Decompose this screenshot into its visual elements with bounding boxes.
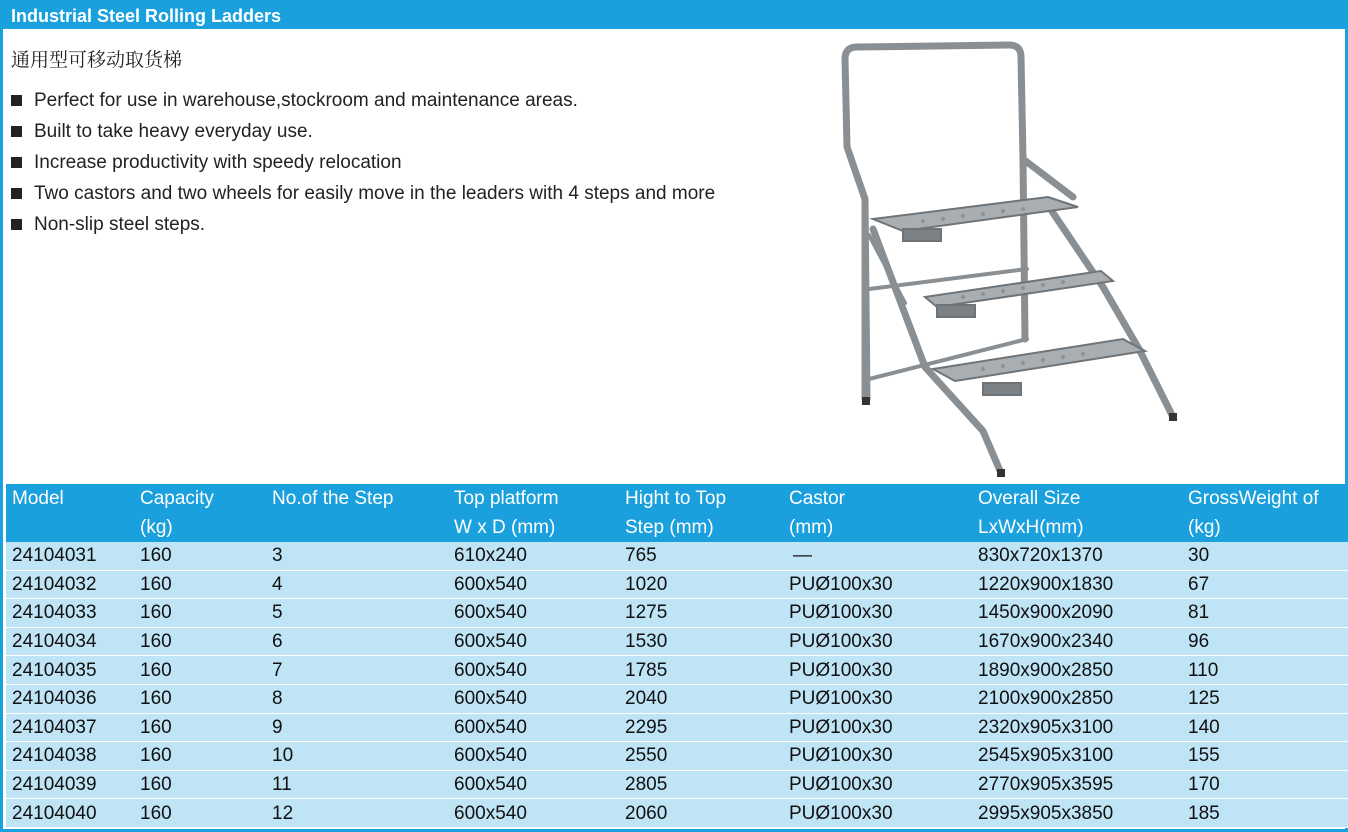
column-header-castor: Castor (mm) xyxy=(783,484,972,542)
table-row: 24104040 160 12 600x540 2060 PUØ100x30 2995x905x3850 185 xyxy=(6,799,1348,828)
table-header-row xyxy=(6,484,1348,542)
table-row: 24104033 160 5 600x540 1275 PUØ100x30 1450x900x2090 81 xyxy=(6,599,1348,628)
column-header-capacity: Capacity (kg) xyxy=(134,484,266,542)
feature-item: Perfect for use in warehouse,stockroom and maintenance areas. xyxy=(11,85,715,116)
table-row: 24104035 160 7 600x540 1785 PUØ100x30 1890x900x2850 110 xyxy=(6,656,1348,685)
square-bullet-icon xyxy=(11,157,22,168)
square-bullet-icon xyxy=(11,95,22,106)
column-header-gross-weight: GrossWeight of (kg) xyxy=(1182,484,1348,542)
table-row: 24104036 160 8 600x540 2040 PUØ100x30 2100x900x2850 125 xyxy=(6,684,1348,713)
column-header-steps: No.of the Step xyxy=(266,484,448,542)
table-row: 24104038 160 10 600x540 2550 PUØ100x30 2545x905x3100 155 xyxy=(6,742,1348,771)
square-bullet-icon xyxy=(11,126,22,137)
feature-list xyxy=(11,85,715,240)
table-row: 24104037 160 9 600x540 2295 PUØ100x30 2320x905x3100 140 xyxy=(6,713,1348,742)
page-title: Industrial Steel Rolling Ladders xyxy=(3,3,1345,29)
specs-table xyxy=(6,484,1348,828)
column-header-height: Hight to Top Step (mm) xyxy=(619,484,783,542)
column-header-top-platform: Top platform W x D (mm) xyxy=(448,484,619,542)
column-header-overall-size: Overall Size LxWxH(mm) xyxy=(972,484,1182,542)
ladder-product-image xyxy=(833,39,1183,481)
feature-item: Increase productivity with speedy relocation xyxy=(11,147,715,178)
table-row: 24104034 160 6 600x540 1530 PUØ100x30 1670x900x2340 96 xyxy=(6,627,1348,656)
feature-item: Non-slip steel steps. xyxy=(11,209,715,240)
feature-item: Two castors and two wheels for easily move in the leaders with 4 steps and more xyxy=(11,178,715,209)
table-row: 24104032 160 4 600x540 1020 PUØ100x30 1220x900x1830 67 xyxy=(6,570,1348,599)
square-bullet-icon xyxy=(11,219,22,230)
square-bullet-icon xyxy=(11,188,22,199)
table-row: 24104039 160 11 600x540 2805 PUØ100x30 2770x905x3595 170 xyxy=(6,770,1348,799)
column-header-model: Model xyxy=(6,484,134,542)
feature-item: Built to take heavy everyday use. xyxy=(11,116,715,147)
table-row: 24104031 160 3 610x240 765 — 830x720x1370 30 xyxy=(6,542,1348,570)
chinese-subtitle: 通用型可移动取货梯 xyxy=(11,49,183,71)
